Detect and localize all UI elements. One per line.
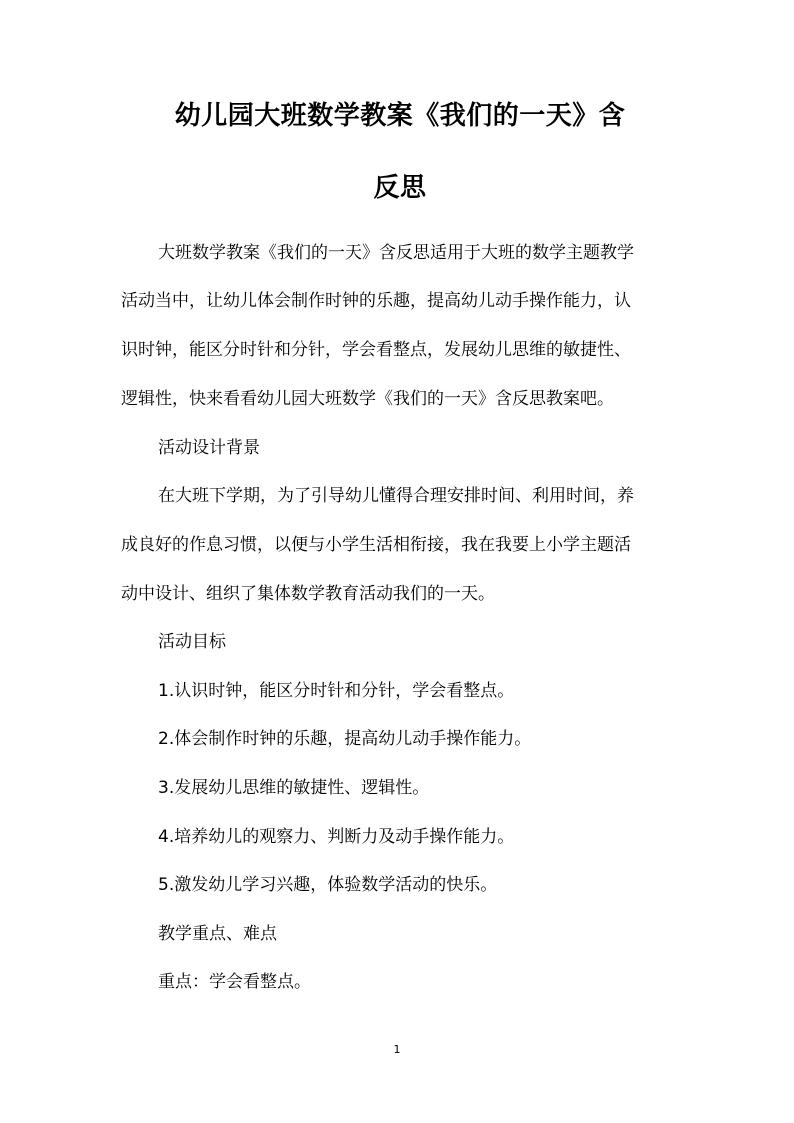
background-paragraph-line: 成良好的作息习惯，以便与小学生活相衔接，我在我要上小学主题活 [121, 535, 631, 555]
goal-item: 4.培养幼儿的观察力、判断力及动手操作能力。 [158, 827, 515, 847]
section-heading-goals: 活动目标 [158, 632, 226, 652]
goal-item: 2.体会制作时钟的乐趣，提高幼儿动手操作能力。 [158, 729, 532, 749]
page-number: 1 [393, 1043, 401, 1056]
section-heading-key-points: 教学重点、难点 [158, 924, 277, 944]
background-paragraph-line: 在大班下学期，为了引导幼儿懂得合理安排时间、利用时间，养 [158, 486, 634, 506]
goal-item: 5.激发幼儿学习兴趣，体验数学活动的快乐。 [158, 875, 498, 895]
title-line-1: 幼儿园大班数学教案《我们的一天》含 [174, 101, 626, 131]
key-point-line: 重点：学会看整点。 [158, 972, 311, 992]
background-paragraph-line: 动中设计、组织了集体数学教育活动我们的一天。 [121, 584, 495, 604]
intro-paragraph-line: 识时钟，能区分时针和分针，学会看整点，发展幼儿思维的敏捷性、 [121, 340, 631, 360]
title-line-2: 反思 [373, 173, 427, 203]
goal-item: 1.认识时钟，能区分时针和分针，学会看整点。 [158, 681, 515, 701]
goal-item: 3.发展幼儿思维的敏捷性、逻辑性。 [158, 778, 430, 798]
section-heading-background: 活动设计背景 [158, 438, 260, 458]
intro-paragraph-line: 大班数学教案《我们的一天》含反思适用于大班的数学主题教学 [158, 243, 634, 263]
intro-paragraph-line: 活动当中，让幼儿体会制作时钟的乐趣，提高幼儿动手操作能力，认 [121, 291, 631, 311]
intro-paragraph-line: 逻辑性，快来看看幼儿园大班数学《我们的一天》含反思教案吧。 [121, 389, 614, 409]
